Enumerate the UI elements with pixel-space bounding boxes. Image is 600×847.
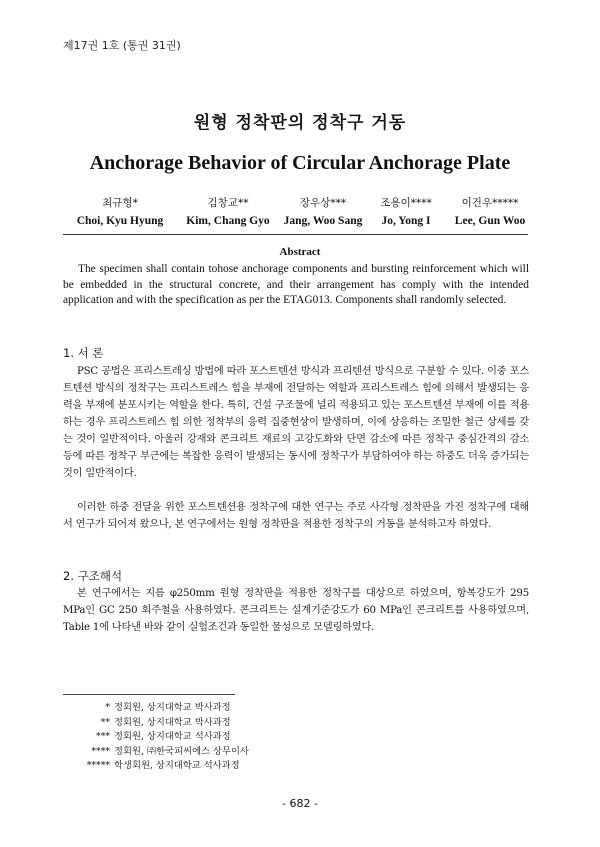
footnote-text: 학생회원, 상지대학교 석사과정: [114, 760, 240, 771]
author-2-korean: 김창교**: [207, 197, 249, 209]
author-2-english: Kim, Chang Gyo: [186, 215, 270, 227]
author-5-korean: 이건우*****: [461, 197, 519, 209]
author-divider: [63, 234, 528, 235]
footnote-4: [63, 745, 249, 760]
issue-header: 제17권 1호 (통권 31권): [63, 39, 181, 52]
author-4-english: Jo, Yong I: [381, 215, 431, 227]
footnote-mark: **: [100, 716, 110, 728]
abstract-heading: Abstract: [279, 246, 321, 258]
author-5-english: Lee, Gun Woo: [454, 215, 526, 227]
author-4-korean: 조용이****: [380, 197, 432, 209]
author-3: [270, 194, 376, 230]
footnote-3: [63, 730, 249, 745]
footnote-2: [63, 716, 249, 731]
footnote-divider: [63, 694, 235, 695]
footnote-5: [63, 759, 249, 774]
footnote-mark: *: [105, 702, 110, 713]
section-2-paragraph-1: 본 연구에서는 지름 φ250mm 원형 정착판을 적용한 정착구를 대상으로 하였으며, 항복강도가 295 MPa인 GC 250 회주철을 사용하였다. 콘크리트는 설계기준강도가 60 MPa인 콘크리트를 사용하였으며, Table 1에 나타낸 바와 같이 실험조건과 동일한 물성으로 모델링하였다.: [63, 588, 529, 633]
title-english: Anchorage Behavior of Circular Anchorage Plate: [89, 152, 511, 174]
footnote-1: [63, 701, 249, 716]
author-2: [173, 194, 283, 230]
footnote-mark: *****: [86, 760, 110, 771]
author-1: [65, 194, 175, 230]
footnote-text: 정회원, 상지대학교 박사과정: [114, 702, 231, 713]
section-1-paragraph-1: PSC 공법은 프리스트레싱 방법에 따라 포스트텐션 방식과 프리텐션 방식으로 구분할 수 있다. 이중 포스트텐션 방식의 정착구는 프리스트레스 힘을 부재에 전달하는 역할과 프리스트레스 힘에 의해서 발생되는 응력을 부재에 분포시키는 역할을 한다. 특히, 건설 구조물에 널리 적용되고 있는 포스트텐션 부재에 이를 적용하는 경우 프리스트레스 힘 의한 정착부의 응력 집중현상이 발생하며, 이에 상응하는 조밀한 철근 상세를 갖는 것이 일반적이다. 아울러 강재와 콘크리트 재료의 고강도화와 단면 감소에 따른 정착구 중심간격의 감소 등에 따른 정착구 부근에는 복잡한 응력이 발생되는 동시에 정착구가 부담하여야 하는 하중도 더욱 증가되는 것이 일반적이다.: [63, 366, 529, 479]
footnote-text: 정회원, 상지대학교 석사과정: [114, 731, 231, 742]
page-number: - 682 -: [282, 797, 318, 810]
footnote-text: 정회원, 상지대학교 박사과정: [114, 716, 231, 728]
footnote-mark: ****: [91, 745, 110, 757]
title-korean: 원형 정착판의 정착구 거동: [193, 113, 407, 133]
author-3-english: Jang, Woo Sang: [283, 215, 363, 227]
section-1-paragraph-2: 이러한 하중 전달을 위한 포스트텐션용 정착구에 대한 연구는 주로 사각형 정착판을 가진 정착구에 대해서 연구가 되어져 왔으나, 본 연구에서는 원형 정착판을 적용한 정착구의 거동을 분석하고자 하였다.: [63, 502, 529, 530]
author-5: [440, 194, 540, 230]
author-4: [365, 194, 447, 230]
abstract-text: The specimen shall contain tohose anchorage components and bursting reinforcement which will be embedded in the structural concrete, and their arrangement has comply with the intended application and with the specification as per the ETAG013. Components shall randomly selected.: [63, 263, 529, 306]
author-1-english: Choi, Kyu Hyung: [76, 215, 164, 227]
footnote-text: 정회원, ㈜한국피씨에스 상무이사: [114, 745, 249, 757]
section-2-heading: 2. 구조해석: [63, 569, 123, 583]
author-1-korean: 최규형*: [102, 197, 138, 209]
author-3-korean: 장우상***: [299, 197, 347, 209]
footnotes: [63, 701, 249, 774]
section-1-heading: 1. 서 론: [63, 346, 104, 360]
footnote-mark: ***: [96, 731, 110, 742]
